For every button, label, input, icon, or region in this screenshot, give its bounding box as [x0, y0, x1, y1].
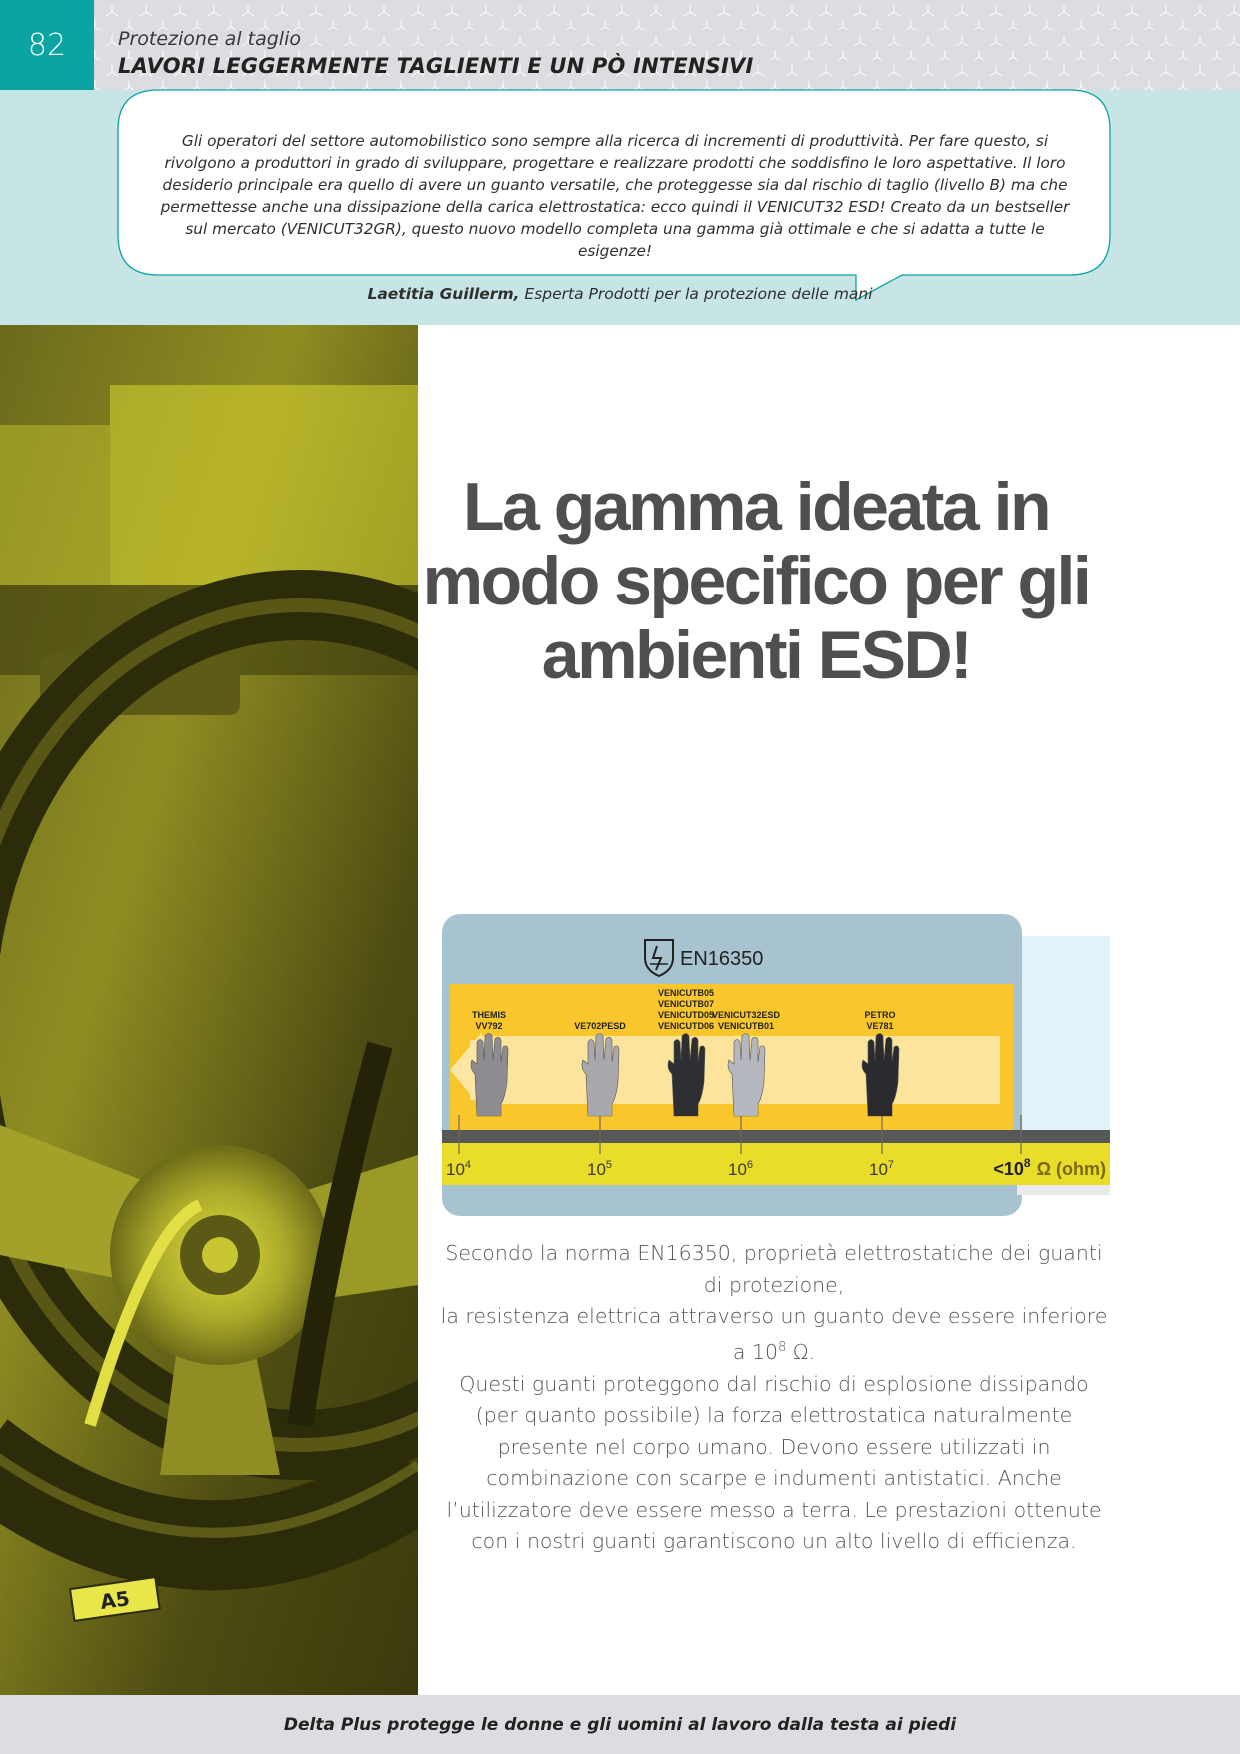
quote-author: [0, 285, 1240, 303]
footer-tagline: Delta Plus protegge le donne e gli uomini al lavoro dalla testa ai piedi: [283, 1714, 957, 1735]
chart-extension-area: [1017, 936, 1110, 1146]
glove-label: THEMIS: [471, 1010, 507, 1020]
axis-tick-exp: 6: [746, 1159, 754, 1171]
headline: [420, 470, 1092, 692]
axis-tick-base: 10: [587, 1160, 606, 1179]
section-kicker: Protezione al taglio: [118, 28, 301, 50]
glove-label: VENICUTB05: [657, 988, 715, 998]
page-footer: [0, 1695, 1240, 1754]
esd-resistance-chart: [442, 914, 1110, 1216]
body-line-2-pre: la resistenza elettrica attraverso un guanto deve essere inferiore a 10: [440, 1304, 1108, 1365]
body-rest: Questi guanti proteggono dal rischio di esplosione dissipando (per quanto possibile) la forza elettrostatica naturalmente presente nel corpo umano. Devono essere utilizzati in combinazione con scarpe e indumenti antistatici. Anche l’utilizzatore deve essere messo a terra. Le prestazioni ottenute con i nostri guanti garantiscono un alto livello di efficienza.: [446, 1371, 1102, 1554]
axis-limit-prefix: <10: [993, 1159, 1024, 1179]
axis-tick-base: 10: [728, 1160, 747, 1179]
glove-cuff: [477, 1104, 501, 1116]
axis-limit-exp: 8: [1023, 1156, 1031, 1170]
axis-limit-unit: Ω (ohm): [1036, 1159, 1106, 1179]
standard-label: EN16350: [680, 948, 764, 970]
axis-bar: [442, 1130, 1110, 1143]
body-line-1: Secondo la norma EN16350, proprietà elettrostatiche dei guanti di protezione,: [445, 1241, 1103, 1297]
axis-tick-base: 10: [446, 1160, 465, 1179]
body-line-2: [441, 1304, 1108, 1364]
glove-label: VENICUTB01: [717, 1021, 775, 1031]
glove-cuff: [674, 1104, 698, 1116]
headline-line-2: modo specifico per gli: [422, 543, 1090, 619]
glove-label: VE781: [866, 1021, 894, 1031]
glove-cuff: [868, 1104, 892, 1116]
glove-label: VV792: [475, 1021, 503, 1031]
glove-label: VENICUTB07: [657, 999, 715, 1009]
headline-line-3: ambienti ESD!: [541, 617, 971, 693]
axis-tick-base: 10: [869, 1160, 888, 1179]
axis-tick-exp: 5: [605, 1159, 613, 1171]
headline-line-1: La gamma ideata in: [462, 469, 1050, 545]
section-title: LAVORI LEGGERMENTE TAGLIENTI E UN PÒ INTENSIVI: [118, 54, 754, 78]
body-paragraph: [436, 1238, 1112, 1558]
steering-wheel-photo: [0, 325, 418, 1695]
glove-label: PETRO: [864, 1010, 896, 1020]
glove-cuff: [734, 1104, 758, 1116]
glove-label: VENICUT32ESD: [711, 1010, 781, 1020]
glove-cuff: [588, 1104, 612, 1116]
axis-limit-label: [993, 1156, 1106, 1179]
quote-text: Gli operatori del settore automobilistico sono sempre alla ricerca di incrementi di produttività. Per fare questo, si rivolgono a produttori in grado di sviluppare, progettare e realizzare prodotti che soddisfino le loro aspettative. Il loro desiderio principale era quello di avere un guanto versatile, che proteggesse sia dal rischio di taglio (livello B) ma che permettesse anche una dissipazione della carica elettrostatica: ecco quindi il VENICUT32 ESD! Creato da un bestseller sul mercato (VENICUT32GR), questo nuovo modello completa una gamma già ottimale e che si adatta a tutte le esigenze!: [160, 132, 1070, 260]
page-number: 82: [0, 0, 94, 90]
axis-scale-shadow: [1017, 1185, 1110, 1195]
axis-tick-exp: 4: [464, 1159, 472, 1171]
body-line-2-post: Ω.: [786, 1340, 816, 1365]
body-line-2-exp: 8: [778, 1340, 787, 1356]
glove-label: VE702PESD: [574, 1021, 626, 1031]
quote-author-role: Esperta Prodotti per la protezione delle mani: [524, 285, 873, 303]
glove-label: VENICUTD06: [657, 1021, 715, 1031]
photo-tag-label: A5: [98, 1586, 132, 1614]
glove-label: VENICUTD05: [657, 1010, 715, 1020]
quote-author-name: Laetitia Guillerm,: [367, 285, 520, 303]
axis-tick-exp: 7: [887, 1159, 895, 1171]
